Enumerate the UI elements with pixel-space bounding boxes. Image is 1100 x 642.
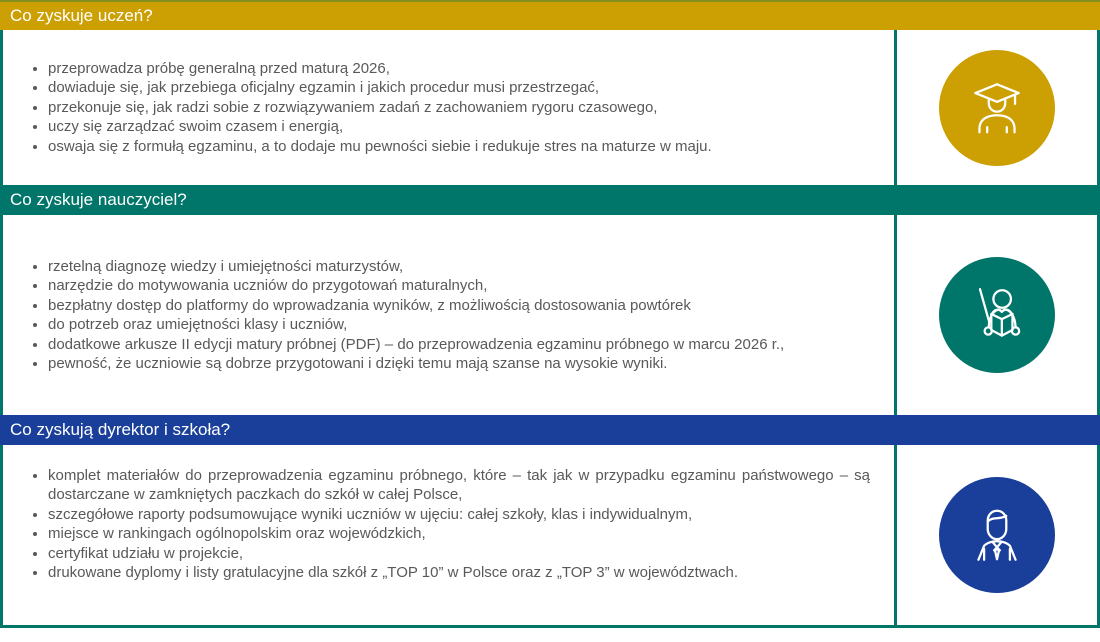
section-director-icon-cell — [897, 445, 1097, 625]
bullet-item: • dodatkowe arkusze II edycji matury próbnej (PDF) – do przeprowadzenia egzaminu próbnego w marcu 2026 r., — [48, 335, 870, 355]
student-benefits-list — [3, 59, 894, 157]
section-teacher-title: Co zyskuje nauczyciel? — [10, 190, 187, 209]
section-director-text-cell — [3, 445, 897, 625]
director-icon — [964, 502, 1030, 568]
section-teacher — [0, 185, 1100, 415]
bullet-item: • narzędzie do motywowania uczniów do przygotowań maturalnych, — [48, 276, 870, 296]
graduate-student-icon — [964, 75, 1030, 141]
bullet-item: • miejsce w rankingach ogólnopolskim oraz wojewódzkich, — [48, 524, 870, 544]
bullet-item: • do potrzeb oraz umiejętności klasy i uczniów, — [48, 315, 870, 335]
student-icon-circle — [939, 50, 1055, 166]
bullet-item: • uczy się zarządzać swoim czasem i energią, — [48, 117, 870, 137]
bullet-item: • certyfikat udziału w projekcie, — [48, 544, 870, 564]
teacher-benefits-list — [3, 257, 894, 374]
section-student-header — [0, 0, 1100, 30]
teacher-icon-circle — [939, 257, 1055, 373]
bullet-item: • pewność, że uczniowie są dobrze przygotowani i dzięki temu mają szanse na wysokie wyniki. — [48, 354, 870, 374]
section-student-text-cell — [3, 30, 897, 185]
section-teacher-body — [0, 215, 1100, 415]
section-director-body — [0, 445, 1100, 628]
section-director-header — [0, 415, 1100, 445]
director-icon-circle — [939, 477, 1055, 593]
bullet-item: • dowiaduje się, jak przebiega oficjalny egzamin i jakich procedur musi przestrzegać, — [48, 78, 870, 98]
section-director-title: Co zyskują dyrektor i szkoła? — [10, 420, 231, 439]
bullet-item: • oswaja się z formułą egzaminu, a to dodaje mu pewności siebie i redukuje stres na maturze w maju. — [48, 137, 870, 157]
section-teacher-icon-cell — [897, 215, 1097, 415]
teacher-reading-icon — [964, 282, 1030, 348]
section-teacher-text-cell — [3, 215, 897, 415]
section-student-icon-cell — [897, 30, 1097, 185]
bullet-item: • rzetelną diagnozę wiedzy i umiejętności maturzystów, — [48, 257, 870, 277]
bullet-item: • bezpłatny dostęp do platformy do wprowadzania wyników, z możliwością dostosowania powtórek — [48, 296, 870, 316]
section-student-title: Co zyskuje uczeń? — [10, 6, 153, 25]
section-student-body — [0, 30, 1100, 185]
bullet-item: • komplet materiałów do przeprowadzenia egzaminu próbnego, które – tak jak w przypadku egzaminu państwowego – są dostarczane w zamkniętych paczkach do szkół w całej Polsce, — [48, 466, 870, 505]
section-teacher-header — [0, 185, 1100, 215]
bullet-item: • drukowane dyplomy i listy gratulacyjne dla szkół z „TOP 10” w Polsce oraz z „TOP 3” w województwach. — [48, 563, 870, 583]
bullet-item: • przeprowadza próbę generalną przed maturą 2026, — [48, 59, 870, 79]
section-director — [0, 415, 1100, 628]
director-benefits-list — [3, 466, 894, 583]
section-student — [0, 0, 1100, 185]
bullet-item: • przekonuje się, jak radzi sobie z rozwiązywaniem zadań z zachowaniem rygoru czasowego, — [48, 98, 870, 118]
bullet-item: • szczegółowe raporty podsumowujące wyniki uczniów w ujęciu: całej szkoły, klas i indywidualnym, — [48, 505, 870, 525]
